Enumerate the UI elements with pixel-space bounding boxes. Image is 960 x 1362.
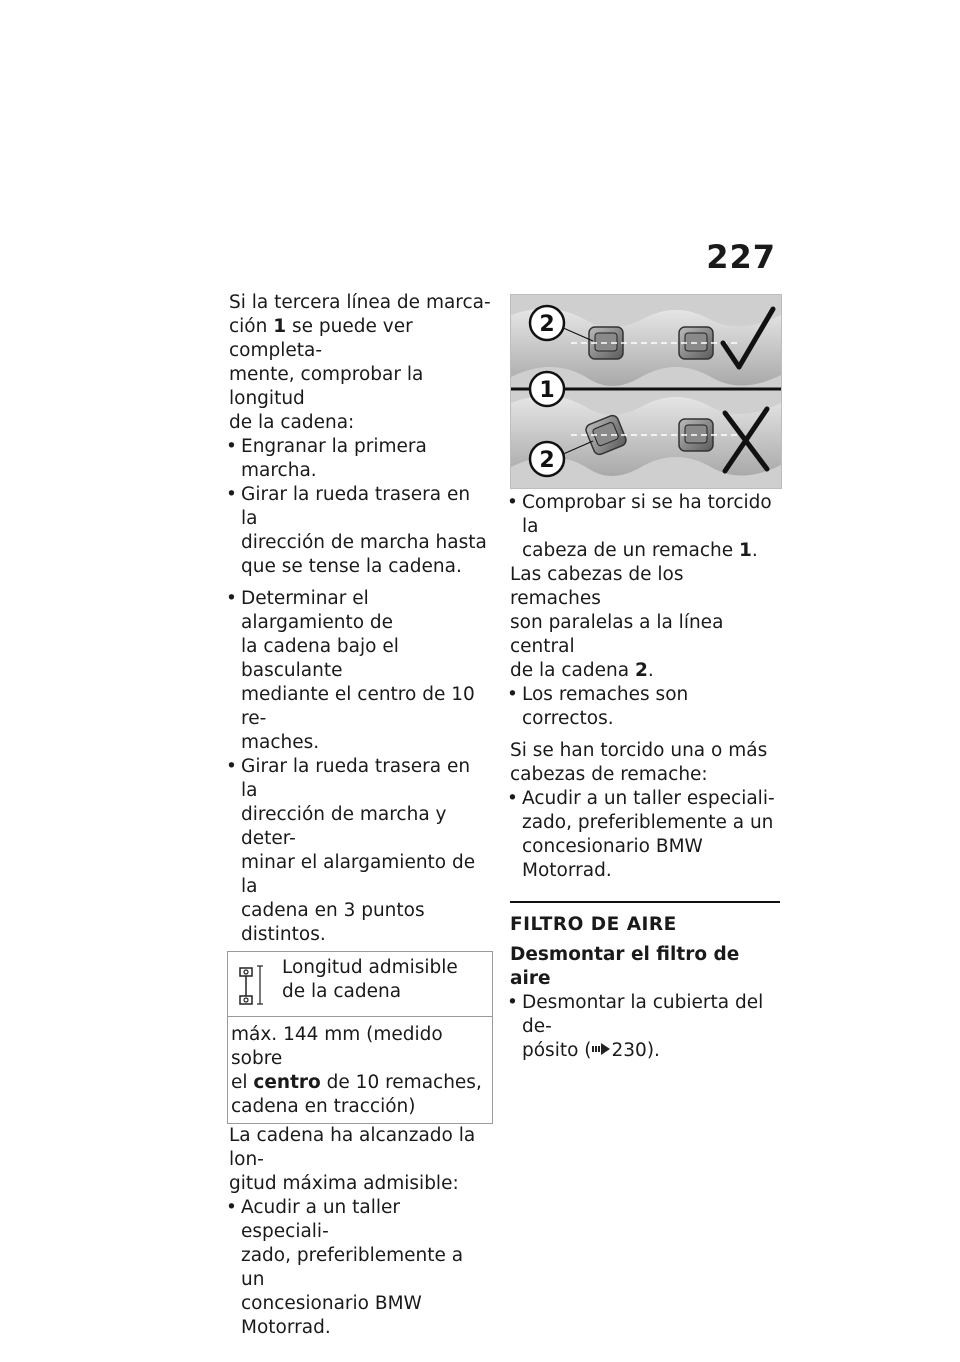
- list-item: • Acudir a un taller especiali- zado, preferiblemente a un concesionario BMW Motorrad.: [507, 788, 775, 881]
- workshop-list: [507, 787, 780, 883]
- list-item: • Comprobar si se ha torcido la cabeza de un remache 1.: [507, 492, 772, 561]
- page-number: 227: [706, 238, 776, 276]
- result-list: [507, 683, 780, 731]
- callout-label: 1: [539, 378, 555, 403]
- right-column: [507, 491, 780, 1063]
- page-reference-arrow-icon: [592, 1042, 612, 1056]
- step-list-1: [226, 435, 491, 579]
- list-item: • Acudir a un taller especiali- zado, preferiblemente a un concesionario BMW Motorrad.: [226, 1197, 464, 1338]
- page-reference-link[interactable]: 230: [611, 1040, 647, 1061]
- section-title: FILTRO DE AIRE: [510, 914, 677, 935]
- step-list-2: [226, 587, 491, 947]
- removal-list: [507, 991, 780, 1063]
- rivet-paragraph: Las cabezas de los remaches son paralelas a la línea central de la cadena 2.: [510, 564, 724, 681]
- callout-label: 2: [539, 312, 555, 337]
- chain-length-icon: [236, 960, 270, 1008]
- list-item: • Desmontar la cubierta del de- pósito ( 230).: [507, 992, 764, 1061]
- spec-header: [228, 952, 492, 1017]
- list-item: • Los remaches son correctos.: [507, 684, 689, 729]
- limit-paragraph: La cadena ha alcanzado la lon- gitud máxima admisible:: [229, 1125, 476, 1194]
- spec-title: Longitud admisible de la cadena: [282, 957, 458, 1002]
- spec-box: [227, 951, 493, 1124]
- list-item: • Engranar la primera marcha.: [226, 436, 427, 481]
- left-column: [226, 291, 491, 1340]
- callout-label: 2: [539, 448, 555, 473]
- list-item: • Girar la rueda trasera en la dirección de marcha hasta que se tense la cadena.: [226, 484, 487, 577]
- sub-title: Desmontar el filtro de aire: [510, 944, 740, 989]
- spec-value: máx. 144 mm (medido sobre el centro de 10 remaches, cadena en tracción): [231, 1024, 482, 1117]
- chain-rivet-figure: [510, 294, 782, 489]
- check-list: [507, 491, 780, 563]
- section-divider: [510, 901, 780, 903]
- list-item: • Determinar el alargamiento de la cadena bajo el basculante mediante el centro de 10 re- maches.: [226, 588, 475, 753]
- chain-illustration: [511, 295, 781, 488]
- intro-paragraph: Si la tercera línea de marca- ción 1 se puede ver completa- mente, comprobar la longitud de la cadena:: [229, 292, 491, 433]
- list-item: • Girar la rueda trasera en la dirección de marcha y deter- minar el alargamiento de la cadena en 3 puntos distintos.: [226, 756, 476, 945]
- step-list-3: [226, 1196, 491, 1340]
- twisted-paragraph: Si se han torcido una o más cabezas de remache:: [510, 740, 768, 785]
